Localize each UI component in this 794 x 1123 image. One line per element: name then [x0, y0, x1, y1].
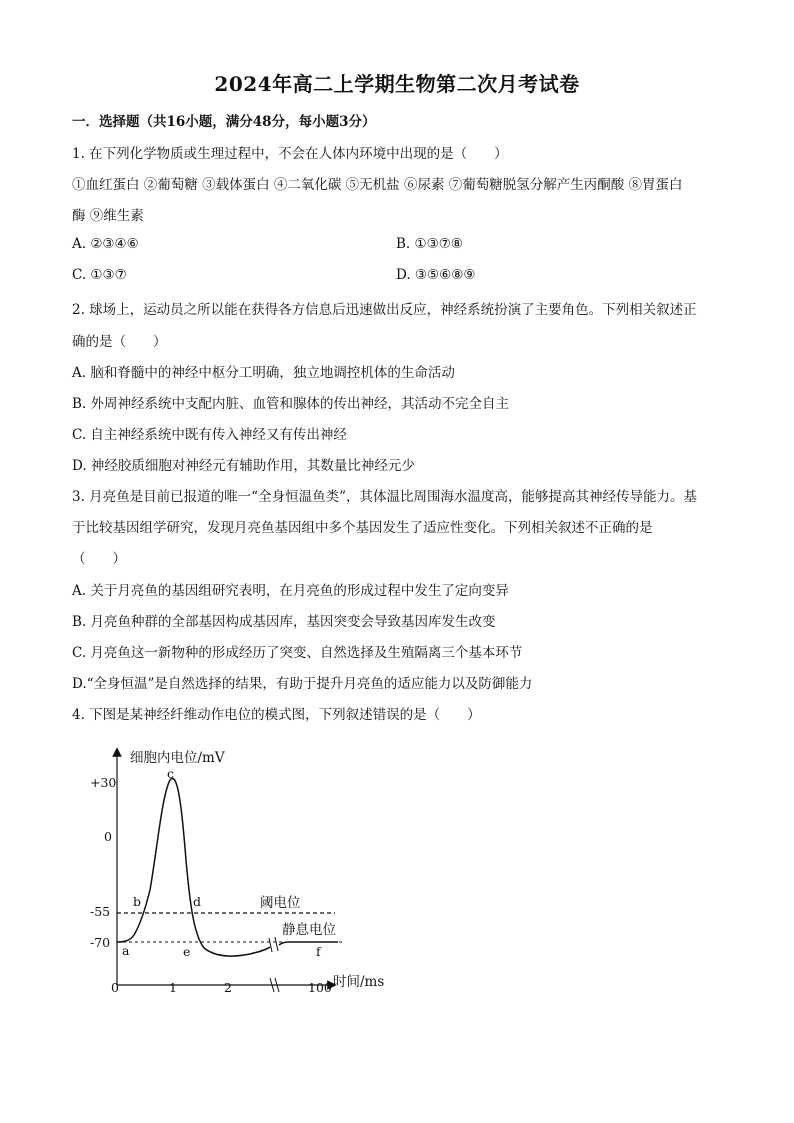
q2-stem-line1: 2. 球场上，运动员之所以能在获得各方信息后迅速做出反应，神经系统扮演了主要角色。下列相关叙述正 — [72, 302, 697, 318]
point-label-d: d — [193, 894, 202, 909]
q2-option-b: B. 外周神经系统中支配内脏、血管和腺体的传出神经，其活动不完全自主 — [72, 396, 510, 412]
q1-option-c: C. ①③⑦ — [72, 267, 127, 283]
point-label-f: f — [316, 944, 321, 959]
point-label-c: c — [167, 766, 175, 781]
y-tick-label: -55 — [90, 904, 111, 919]
curve-break-mark — [275, 937, 278, 951]
q3-option-b: B. 月亮鱼种群的全部基因构成基因库，基因突变会导致基因库发生改变 — [72, 614, 496, 630]
q3-stem-line1: 3. 月亮鱼是目前已报道的唯一“全身恒温鱼类”，其体温比周围海水温度高，能够提高其神经传导能力。基 — [72, 489, 697, 505]
q2-stem-line2: 确的是（ ） — [72, 334, 167, 350]
q3-option-a: A. 关于月亮鱼的基因组研究表明，在月亮鱼的形成过程中发生了定向变异 — [72, 583, 509, 599]
q1-items-line1: ①血红蛋白 ②葡萄糖 ③载体蛋白 ④二氧化碳 ⑤无机盐 ⑥尿素 ⑦葡萄糖脱氢分解产生丙酮酸 ⑧胃蛋白 — [72, 177, 683, 193]
point-label-b: b — [133, 894, 142, 909]
y-tick-label: 0 — [104, 829, 112, 844]
q1-option-b: B. ①③⑦⑧ — [396, 236, 463, 252]
q3-option-c: C. 月亮鱼这一新物种的形成经历了突变、自然选择及生殖隔离三个基本环节 — [72, 645, 523, 661]
q1-option-d: D. ③⑤⑥⑧⑨ — [396, 267, 476, 283]
q1-stem: 1. 在下列化学物质或生理过程中，不会在人体内环境中出现的是（ ） — [72, 146, 508, 162]
point-label-e: e — [183, 944, 191, 959]
resting-label: 静息电位 — [282, 922, 336, 938]
point-label-a: a — [122, 943, 130, 958]
q2-option-c: C. 自主神经系统中既有传入神经又有传出神经 — [72, 427, 347, 443]
threshold-label: 阈电位 — [260, 895, 301, 911]
y-tick-label: +30 — [90, 775, 117, 790]
q2-option-d: D. 神经胶质细胞对神经元有辅助作用，其数量比神经元少 — [72, 458, 415, 474]
x-tick-label: 0 — [111, 980, 119, 995]
x-axis-label: 时间/ms — [333, 974, 385, 990]
x-tick-label: 2 — [224, 980, 232, 995]
x-tick-label: 100 — [308, 980, 332, 995]
y-axis-label: 细胞内电位/mV — [130, 750, 225, 766]
q1-items-line2: 酶 ⑨维生素 — [72, 208, 144, 224]
q3-stem-line2: 于比较基因组学研究，发现月亮鱼基因组中多个基因发生了适应性变化。下列相关叙述不正确的是 — [72, 520, 653, 536]
x-tick-label: 1 — [169, 980, 177, 995]
q4-stem: 4. 下图是某神经纤维动作电位的模式图，下列叙述错误的是（ ） — [72, 707, 481, 723]
q3-option-d: D.“全身恒温”是自然选择的结果，有助于提升月亮鱼的适应能力以及防御能力 — [72, 676, 533, 692]
curve-break-mark — [269, 938, 272, 952]
q1-option-a: A. ②③④⑥ — [72, 236, 139, 252]
q2-option-a: A. 脑和脊髓中的神经中枢分工明确，独立地调控机体的生命活动 — [72, 365, 455, 381]
page-title: 2024年高二上学期生物第二次月考试卷 — [214, 72, 580, 96]
q3-stem-line3: （ ） — [72, 551, 126, 567]
y-tick-label: -70 — [90, 935, 111, 950]
section-heading: 一．选择题（共16小题，满分48分，每小题3分） — [72, 114, 376, 130]
